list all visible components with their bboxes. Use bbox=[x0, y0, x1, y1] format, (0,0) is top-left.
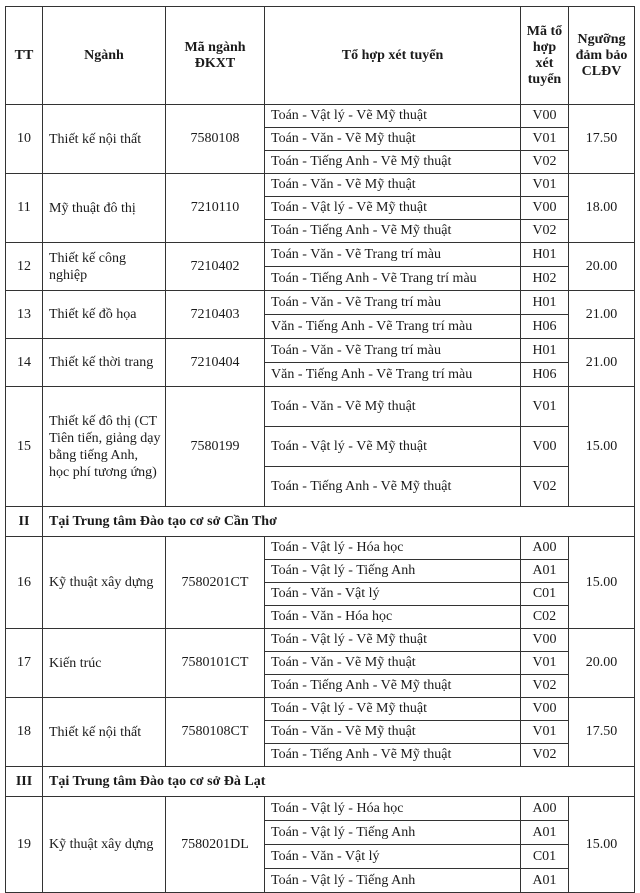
row-number: 19 bbox=[6, 797, 43, 893]
subject-combination: Toán - Vật lý - Tiếng Anh bbox=[265, 560, 521, 583]
subject-combination: Toán - Tiếng Anh - Vẽ Trang trí màu bbox=[265, 267, 521, 291]
major-code: 7210110 bbox=[166, 174, 265, 243]
section-title: Tại Trung tâm Đào tạo cơ sở Cần Thơ bbox=[43, 507, 635, 537]
threshold-score: 17.50 bbox=[569, 105, 635, 174]
subject-combination: Toán - Vật lý - Hóa học bbox=[265, 537, 521, 560]
major-name: Kỹ thuật xây dựng bbox=[43, 797, 166, 893]
section-number: II bbox=[6, 507, 43, 537]
table-row bbox=[6, 797, 635, 821]
table-row bbox=[6, 698, 635, 721]
major-name: Kiến trúc bbox=[43, 629, 166, 698]
combination-code: V00 bbox=[521, 629, 569, 652]
major-code: 7210403 bbox=[166, 291, 265, 339]
section-row bbox=[6, 507, 635, 537]
header-threshold: Ngưỡng đảm bảo CLĐV bbox=[569, 7, 635, 105]
subject-combination: Toán - Văn - Vẽ Trang trí màu bbox=[265, 243, 521, 267]
table-row bbox=[6, 105, 635, 128]
combination-code: V00 bbox=[521, 427, 569, 467]
combination-code: C02 bbox=[521, 606, 569, 629]
subject-combination: Toán - Vật lý - Vẽ Mỹ thuật bbox=[265, 698, 521, 721]
threshold-score: 15.00 bbox=[569, 387, 635, 507]
combination-code: A01 bbox=[521, 869, 569, 893]
threshold-score: 15.00 bbox=[569, 797, 635, 893]
combination-code: H06 bbox=[521, 315, 569, 339]
subject-combination: Toán - Văn - Vẽ Trang trí màu bbox=[265, 291, 521, 315]
subject-combination: Toán - Tiếng Anh - Vẽ Mỹ thuật bbox=[265, 675, 521, 698]
major-code: 7210404 bbox=[166, 339, 265, 387]
subject-combination: Toán - Vật lý - Tiếng Anh bbox=[265, 869, 521, 893]
major-code: 7580199 bbox=[166, 387, 265, 507]
major-name: Mỹ thuật đô thị bbox=[43, 174, 166, 243]
threshold-score: 21.00 bbox=[569, 291, 635, 339]
combination-code: V02 bbox=[521, 151, 569, 174]
subject-combination: Toán - Văn - Vẽ Mỹ thuật bbox=[265, 652, 521, 675]
combination-code: V00 bbox=[521, 197, 569, 220]
threshold-score: 17.50 bbox=[569, 698, 635, 767]
row-number: 17 bbox=[6, 629, 43, 698]
subject-combination: Văn - Tiếng Anh - Vẽ Trang trí màu bbox=[265, 315, 521, 339]
row-number: 16 bbox=[6, 537, 43, 629]
table-row bbox=[6, 174, 635, 197]
major-code: 7580201CT bbox=[166, 537, 265, 629]
table-row bbox=[6, 629, 635, 652]
subject-combination: Toán - Văn - Vẽ Mỹ thuật bbox=[265, 721, 521, 744]
section-row bbox=[6, 767, 635, 797]
combination-code: V01 bbox=[521, 652, 569, 675]
major-name: Thiết kế thời trang bbox=[43, 339, 166, 387]
subject-combination: Toán - Vật lý - Vẽ Mỹ thuật bbox=[265, 197, 521, 220]
subject-combination: Toán - Tiếng Anh - Vẽ Mỹ thuật bbox=[265, 220, 521, 243]
major-name: Thiết kế đô thị (CT Tiên tiến, giảng dạy bằng tiếng Anh, học phí tương ứng) bbox=[43, 387, 166, 507]
subject-combination: Toán - Tiếng Anh - Vẽ Mỹ thuật bbox=[265, 467, 521, 507]
combination-code: V02 bbox=[521, 675, 569, 698]
major-code: 7580108CT bbox=[166, 698, 265, 767]
section-title: Tại Trung tâm Đào tạo cơ sở Đà Lạt bbox=[43, 767, 635, 797]
combination-code: H01 bbox=[521, 339, 569, 363]
row-number: 14 bbox=[6, 339, 43, 387]
combination-code: H01 bbox=[521, 291, 569, 315]
threshold-score: 18.00 bbox=[569, 174, 635, 243]
table-row bbox=[6, 537, 635, 560]
major-name: Kỹ thuật xây dựng bbox=[43, 537, 166, 629]
threshold-score: 21.00 bbox=[569, 339, 635, 387]
header-combination: Tổ hợp xét tuyển bbox=[265, 7, 521, 105]
row-number: 15 bbox=[6, 387, 43, 507]
combination-code: V00 bbox=[521, 105, 569, 128]
combination-code: C01 bbox=[521, 845, 569, 869]
major-name: Thiết kế nội thất bbox=[43, 105, 166, 174]
major-code: 7580101CT bbox=[166, 629, 265, 698]
table-row bbox=[6, 243, 635, 267]
row-number: 18 bbox=[6, 698, 43, 767]
admission-table bbox=[5, 6, 635, 893]
table-row bbox=[6, 339, 635, 363]
header-combination-code: Mã tổ hợp xét tuyển bbox=[521, 7, 569, 105]
subject-combination: Toán - Vật lý - Vẽ Mỹ thuật bbox=[265, 427, 521, 467]
combination-code: V01 bbox=[521, 387, 569, 427]
subject-combination: Văn - Tiếng Anh - Vẽ Trang trí màu bbox=[265, 363, 521, 387]
table-header-row bbox=[6, 7, 635, 105]
subject-combination: Toán - Văn - Vẽ Mỹ thuật bbox=[265, 128, 521, 151]
combination-code: H06 bbox=[521, 363, 569, 387]
header-major: Ngành bbox=[43, 7, 166, 105]
major-name: Thiết kế công nghiệp bbox=[43, 243, 166, 291]
table-body bbox=[6, 105, 635, 893]
subject-combination: Toán - Vật lý - Hóa học bbox=[265, 797, 521, 821]
major-code: 7580108 bbox=[166, 105, 265, 174]
header-major-code: Mã ngành ĐKXT bbox=[166, 7, 265, 105]
row-number: 13 bbox=[6, 291, 43, 339]
subject-combination: Toán - Văn - Vẽ Mỹ thuật bbox=[265, 174, 521, 197]
threshold-score: 20.00 bbox=[569, 629, 635, 698]
document-page bbox=[5, 6, 634, 893]
major-name: Thiết kế nội thất bbox=[43, 698, 166, 767]
combination-code: V00 bbox=[521, 698, 569, 721]
header-tt: TT bbox=[6, 7, 43, 105]
subject-combination: Toán - Vật lý - Vẽ Mỹ thuật bbox=[265, 629, 521, 652]
table-row bbox=[6, 291, 635, 315]
combination-code: V02 bbox=[521, 744, 569, 767]
row-number: 11 bbox=[6, 174, 43, 243]
combination-code: H02 bbox=[521, 267, 569, 291]
combination-code: A01 bbox=[521, 560, 569, 583]
threshold-score: 15.00 bbox=[569, 537, 635, 629]
combination-code: A00 bbox=[521, 797, 569, 821]
subject-combination: Toán - Văn - Hóa học bbox=[265, 606, 521, 629]
major-name: Thiết kế đồ họa bbox=[43, 291, 166, 339]
row-number: 12 bbox=[6, 243, 43, 291]
combination-code: V01 bbox=[521, 721, 569, 744]
section-number: III bbox=[6, 767, 43, 797]
combination-code: A01 bbox=[521, 821, 569, 845]
table-row bbox=[6, 387, 635, 427]
combination-code: V01 bbox=[521, 174, 569, 197]
subject-combination: Toán - Vật lý - Tiếng Anh bbox=[265, 821, 521, 845]
row-number: 10 bbox=[6, 105, 43, 174]
subject-combination: Toán - Văn - Vẽ Trang trí màu bbox=[265, 339, 521, 363]
combination-code: A00 bbox=[521, 537, 569, 560]
combination-code: V02 bbox=[521, 220, 569, 243]
combination-code: V02 bbox=[521, 467, 569, 507]
combination-code: V01 bbox=[521, 128, 569, 151]
major-code: 7210402 bbox=[166, 243, 265, 291]
subject-combination: Toán - Tiếng Anh - Vẽ Mỹ thuật bbox=[265, 151, 521, 174]
subject-combination: Toán - Văn - Vẽ Mỹ thuật bbox=[265, 387, 521, 427]
subject-combination: Toán - Văn - Vật lý bbox=[265, 845, 521, 869]
subject-combination: Toán - Vật lý - Vẽ Mỹ thuật bbox=[265, 105, 521, 128]
combination-code: H01 bbox=[521, 243, 569, 267]
subject-combination: Toán - Văn - Vật lý bbox=[265, 583, 521, 606]
threshold-score: 20.00 bbox=[569, 243, 635, 291]
combination-code: C01 bbox=[521, 583, 569, 606]
major-code: 7580201DL bbox=[166, 797, 265, 893]
subject-combination: Toán - Tiếng Anh - Vẽ Mỹ thuật bbox=[265, 744, 521, 767]
